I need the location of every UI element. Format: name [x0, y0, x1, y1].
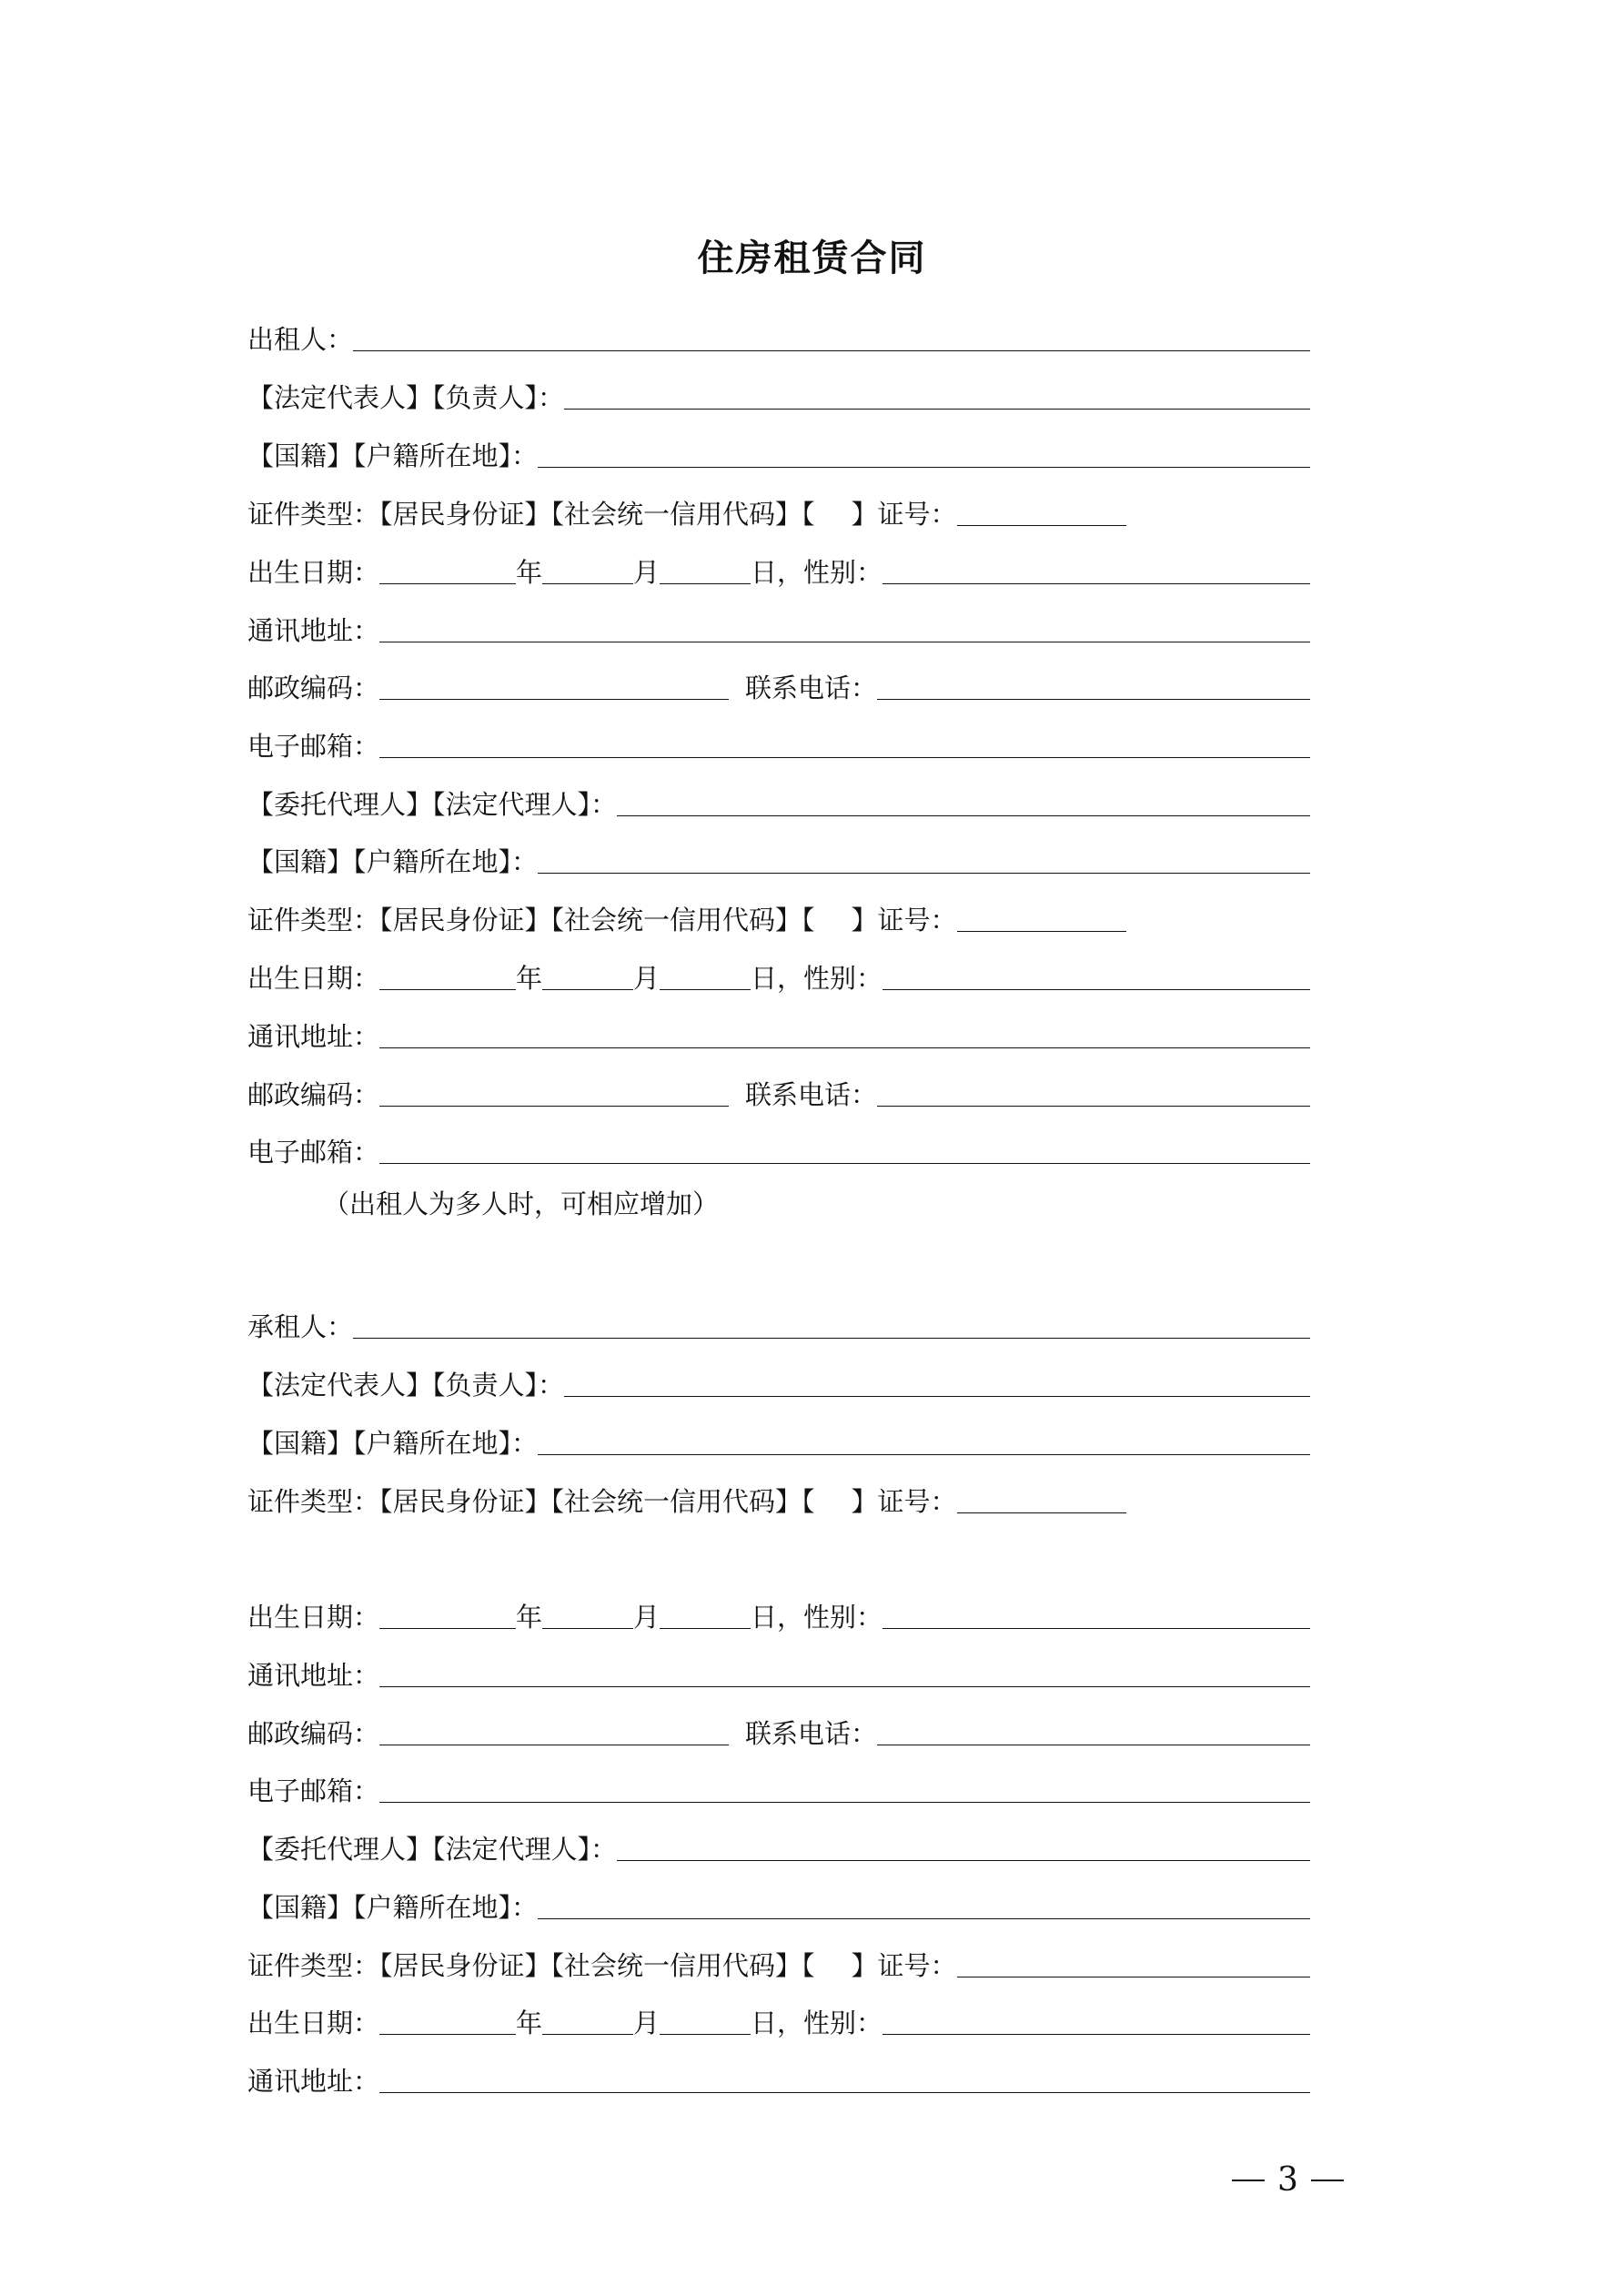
day-gender-label: 日，性别： — [751, 2008, 883, 2038]
email-label: 电子邮箱： — [247, 1137, 380, 1168]
birth-year-field[interactable] — [379, 582, 516, 584]
lessee-birth-line — [247, 1596, 1310, 1633]
birth-year-field[interactable] — [379, 1627, 516, 1629]
phone-field[interactable] — [877, 1105, 1310, 1107]
lessee-label: 承租人： — [247, 1311, 354, 1342]
lessee-nationality-line — [247, 1422, 1310, 1459]
lessor-agent-birth-line — [247, 957, 1310, 994]
phone-label: 联系电话： — [745, 1079, 878, 1110]
legal-rep-label: 【法定代表人】【负责人】： — [247, 1370, 565, 1401]
day-gender-label: 日，性别： — [751, 1602, 883, 1633]
lessee-postcode-line — [247, 1713, 1310, 1749]
id-no-label: 】证号： — [851, 1950, 957, 1981]
id-no-field[interactable] — [957, 930, 1126, 932]
nationality-label: 【国籍】【户籍所在地】： — [247, 1428, 539, 1459]
year-label: 年 — [516, 557, 543, 588]
lessee-field[interactable] — [353, 1337, 1310, 1339]
address-label: 通讯地址： — [247, 615, 380, 646]
nationality-label: 【国籍】【户籍所在地】： — [247, 1892, 539, 1923]
lessee-agent-nationality-line — [247, 1886, 1310, 1923]
lessee-legal-rep-line — [247, 1364, 1310, 1401]
id-no-label: 】证号： — [851, 1486, 957, 1517]
id-no-field[interactable] — [957, 1976, 1310, 1977]
phone-field[interactable] — [877, 1744, 1310, 1745]
id-type-label: 证件类型：【居民身份证】【社会统一信用代码】【 — [247, 499, 815, 530]
multiple-lessors-note: （出租人为多人时，可相应增加） — [323, 1188, 720, 1219]
lessor-label: 出租人： — [247, 324, 354, 355]
address-field[interactable] — [379, 1047, 1310, 1048]
birth-day-field[interactable] — [660, 582, 751, 584]
lessor-postcode-line — [247, 667, 1310, 703]
id-no-field[interactable] — [957, 1512, 1126, 1513]
lessee-agent-id-line — [247, 1945, 1310, 1981]
postcode-label: 邮政编码： — [247, 1079, 380, 1110]
gender-field[interactable] — [883, 582, 1310, 584]
month-label: 月 — [633, 963, 661, 994]
lessor-agent-nationality-line — [247, 841, 1310, 877]
day-gender-label: 日，性别： — [751, 557, 883, 588]
nationality-field[interactable] — [538, 1453, 1310, 1455]
id-no-label: 】证号： — [851, 499, 957, 530]
lessor-id-line — [247, 493, 1310, 530]
agent-label: 【委托代理人】【法定代理人】： — [247, 1834, 618, 1865]
month-label: 月 — [633, 1602, 661, 1633]
lessor-birth-line — [247, 551, 1310, 588]
birth-month-field[interactable] — [542, 1627, 633, 1629]
email-label: 电子邮箱： — [247, 731, 380, 762]
birth-year-field[interactable] — [379, 988, 516, 990]
postcode-field[interactable] — [379, 1105, 729, 1107]
birth-year-field[interactable] — [379, 2033, 516, 2035]
lessor-email-line — [247, 725, 1310, 762]
birth-day-field[interactable] — [660, 988, 751, 990]
postcode-field[interactable] — [379, 1744, 729, 1745]
id-no-label: 】证号： — [851, 905, 957, 936]
gender-field[interactable] — [883, 988, 1310, 990]
month-label: 月 — [633, 2008, 661, 2038]
lessee-line — [247, 1306, 1310, 1342]
page-number — [1219, 2161, 1357, 2199]
birth-label: 出生日期： — [247, 2008, 380, 2038]
id-type-label: 证件类型：【居民身份证】【社会统一信用代码】【 — [247, 905, 815, 936]
lessor-address-line — [247, 610, 1310, 646]
birth-label: 出生日期： — [247, 1602, 380, 1633]
document-title: 住房租赁合同 — [697, 238, 927, 279]
nationality-field[interactable] — [538, 466, 1310, 468]
address-label: 通讯地址： — [247, 1021, 380, 1052]
gender-field[interactable] — [883, 1627, 1310, 1629]
address-label: 通讯地址： — [247, 2066, 380, 2097]
lessor-agent-address-line — [247, 1016, 1310, 1052]
email-label: 电子邮箱： — [247, 1775, 380, 1806]
agent-label: 【委托代理人】【法定代理人】： — [247, 789, 618, 820]
birth-month-field[interactable] — [542, 582, 633, 584]
phone-label: 联系电话： — [745, 1718, 878, 1749]
birth-month-field[interactable] — [542, 988, 633, 990]
legal-rep-field[interactable] — [564, 408, 1310, 410]
legal-rep-field[interactable] — [564, 1395, 1310, 1397]
dash-right — [1311, 2180, 1344, 2181]
lessor-field[interactable] — [353, 349, 1310, 351]
page-number-text: 3 — [1277, 2161, 1298, 2199]
id-type-label: 证件类型：【居民身份证】【社会统一信用代码】【 — [247, 1950, 815, 1981]
day-gender-label: 日，性别： — [751, 963, 883, 994]
address-label: 通讯地址： — [247, 1660, 380, 1691]
lessee-id-line — [247, 1481, 1310, 1517]
birth-label: 出生日期： — [247, 963, 380, 994]
lessor-line — [247, 319, 1310, 355]
month-label: 月 — [633, 557, 661, 588]
agent-field[interactable] — [617, 814, 1310, 816]
address-field[interactable] — [379, 1685, 1310, 1687]
lessor-agent-email-line — [247, 1131, 1310, 1168]
nationality-field[interactable] — [538, 872, 1310, 874]
lessee-address-line — [247, 1654, 1310, 1691]
lessor-agent-line — [247, 784, 1310, 820]
phone-label: 联系电话： — [745, 673, 878, 703]
year-label: 年 — [516, 963, 543, 994]
id-no-field[interactable] — [957, 524, 1126, 526]
birth-day-field[interactable] — [660, 2033, 751, 2035]
dash-left — [1232, 2180, 1265, 2181]
email-field[interactable] — [379, 1801, 1310, 1803]
id-type-label: 证件类型：【居民身份证】【社会统一信用代码】【 — [247, 1486, 815, 1517]
birth-label: 出生日期： — [247, 557, 380, 588]
postcode-label: 邮政编码： — [247, 1718, 380, 1749]
lessee-email-line — [247, 1770, 1310, 1806]
phone-field[interactable] — [877, 698, 1310, 700]
year-label: 年 — [516, 2008, 543, 2038]
email-field[interactable] — [379, 1162, 1310, 1164]
nationality-label: 【国籍】【户籍所在地】： — [247, 846, 539, 877]
lessor-nationality-line — [247, 435, 1310, 471]
email-field[interactable] — [379, 756, 1310, 758]
year-label: 年 — [516, 1602, 543, 1633]
lessor-agent-postcode-line — [247, 1074, 1310, 1110]
birth-month-field[interactable] — [542, 2033, 633, 2035]
agent-field[interactable] — [617, 1859, 1310, 1861]
postcode-label: 邮政编码： — [247, 673, 380, 703]
gender-field[interactable] — [883, 2033, 1310, 2035]
postcode-field[interactable] — [379, 698, 729, 700]
lessor-legal-rep-line — [247, 377, 1310, 413]
nationality-field[interactable] — [538, 1917, 1310, 1919]
nationality-label: 【国籍】【户籍所在地】： — [247, 440, 539, 471]
lessee-agent-line — [247, 1828, 1310, 1865]
address-field[interactable] — [379, 641, 1310, 642]
lessee-agent-address-line — [247, 2060, 1310, 2097]
lessor-agent-id-line — [247, 899, 1310, 936]
birth-day-field[interactable] — [660, 1627, 751, 1629]
lessee-agent-birth-line — [247, 2002, 1310, 2038]
legal-rep-label: 【法定代表人】【负责人】： — [247, 382, 565, 413]
address-field[interactable] — [379, 2091, 1310, 2093]
